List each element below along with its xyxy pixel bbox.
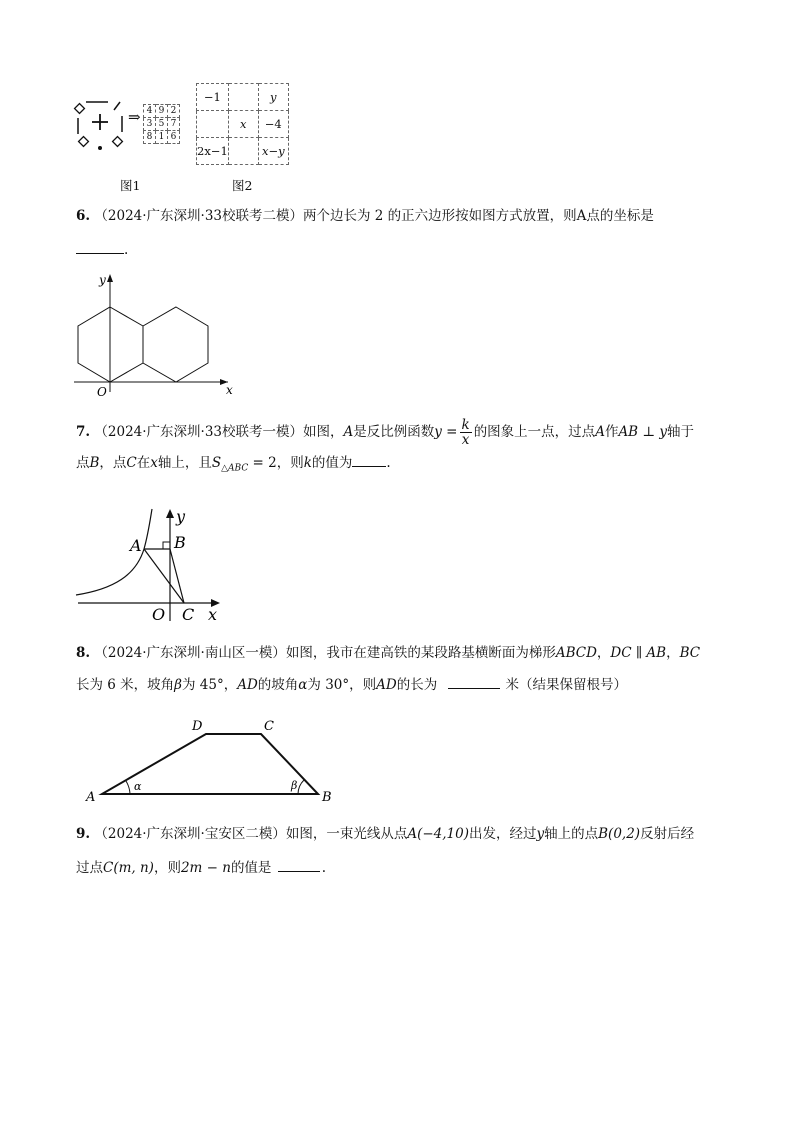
text: ，: [596, 645, 611, 661]
grid1-cell: 3: [144, 118, 156, 131]
point-a: A: [343, 424, 354, 440]
label-a: A: [130, 536, 142, 555]
grid2-cell: [197, 111, 229, 138]
question-source: （2024·广东深圳·33校联考二模）: [94, 208, 304, 224]
label-c: C: [182, 605, 195, 624]
origin-label: O: [97, 385, 107, 399]
answer-blank: [352, 466, 386, 467]
grid1-cell: 6: [168, 131, 180, 144]
var-k: k: [303, 455, 312, 471]
text: ，则: [153, 860, 181, 876]
text: 是反比例函数: [353, 424, 435, 440]
grid1-cell: 7: [168, 118, 180, 131]
text: 长为 6 米，坡角: [76, 677, 175, 693]
grid2-cell: x−y: [258, 138, 288, 165]
label-d: D: [192, 719, 203, 734]
text: ，: [666, 645, 680, 661]
perp-expr: AB ⊥ y: [618, 424, 668, 440]
angle-alpha: α: [298, 677, 308, 693]
trapezoid-name: ABCD: [555, 645, 597, 661]
grid1-cell: 8: [144, 131, 156, 144]
answer-blank: [278, 871, 320, 872]
grid2-cell: [228, 138, 258, 165]
q6-hexagon-figure: [70, 270, 240, 400]
answer-blank: [448, 688, 500, 689]
label-b: B: [322, 790, 332, 805]
question-number: 6.: [76, 208, 91, 224]
label-alpha: α: [134, 780, 142, 793]
area-value: = 2: [248, 455, 277, 471]
text: 点: [76, 455, 90, 471]
text: 轴上的点: [544, 826, 599, 842]
grid2-cell: y: [258, 84, 288, 111]
text: 为 30°，则: [307, 677, 377, 693]
text: 的值为: [311, 455, 353, 471]
figure1-magic-square-icon: [72, 96, 132, 154]
grid2-cell: −1: [197, 84, 229, 111]
text: 轴上，且: [157, 455, 212, 471]
question-9: [76, 824, 726, 878]
question-end: .: [321, 860, 327, 876]
q8-trapezoid-figure: [80, 712, 340, 807]
question-source: （2024·广东深圳·南山区一模）: [94, 645, 286, 661]
label-b: B: [174, 533, 186, 552]
grid2-cell: x: [228, 111, 258, 138]
grid1-cell: 1: [156, 131, 168, 144]
point-b: B(0,2): [598, 826, 641, 842]
text: 在: [136, 455, 151, 471]
text: 米（结果保留根号）: [505, 677, 628, 693]
question-number: 7.: [76, 424, 91, 440]
q7-hyperbola-figure: [74, 505, 234, 625]
y-axis-label: y: [99, 273, 106, 287]
question-end: .: [124, 242, 129, 258]
question-7: [76, 418, 726, 479]
grid1-cell: 2: [168, 105, 180, 118]
grid2-cell: [228, 84, 258, 111]
area-subscript: △ABC: [221, 463, 249, 474]
question-number: 8.: [76, 645, 91, 661]
text: ，点: [99, 455, 127, 471]
point-a: A(−4,10): [407, 826, 469, 842]
grid2-cell: −4: [258, 111, 288, 138]
text: 过点: [76, 860, 103, 876]
text: 出发，经过: [469, 826, 537, 842]
text: 反射后经: [640, 826, 695, 842]
text: 轴于: [667, 424, 695, 440]
figure1-arrow: ⇒: [128, 108, 141, 126]
text: 的值是: [230, 860, 272, 876]
text: 如图，我市在建高铁的某段路基横断面为梯形: [285, 645, 556, 661]
grid2-cell: 2x−1: [197, 138, 229, 165]
label-beta: β: [291, 779, 298, 792]
denominator: x: [461, 432, 470, 448]
segment-ad: AD: [237, 677, 258, 693]
grid1-cell: 9: [156, 105, 168, 118]
answer-blank: [76, 253, 124, 254]
text: ，则: [276, 455, 304, 471]
text: 的长为: [396, 677, 438, 693]
figure1-caption: 图1: [120, 178, 141, 193]
expression: 2m − n: [180, 860, 231, 876]
segment-bc: BC: [679, 645, 701, 661]
angle-beta: β: [174, 677, 182, 693]
text: 如图，一束光线从点: [285, 826, 408, 842]
question-end: .: [386, 455, 391, 471]
point-c: C(m, n): [103, 860, 154, 876]
figure1-grid: [143, 104, 180, 144]
label-x: x: [208, 605, 218, 624]
area-symbol: S: [211, 455, 222, 471]
text: 如图，: [303, 424, 344, 440]
label-c: C: [264, 719, 274, 734]
numerator: k: [461, 417, 470, 433]
question-6: [76, 206, 726, 260]
question-8: [76, 643, 726, 695]
parallel-expr: DC ∥ AB: [610, 645, 667, 661]
var-y: y: [536, 826, 545, 842]
x-axis-label: x: [226, 383, 233, 397]
text: 的坡角: [257, 677, 299, 693]
question-text: 两个边长为 2 的正六边形按如图方式放置，则A点的坐标是: [303, 208, 654, 224]
grid1-cell: 4: [144, 105, 156, 118]
grid1-cell: 5: [156, 118, 168, 131]
fraction: [460, 418, 472, 447]
text: 的图象上一点，过点: [473, 424, 596, 440]
var-x: x: [150, 455, 158, 471]
segment-ad: AD: [376, 677, 397, 693]
label-a: A: [86, 790, 96, 805]
text: 作: [604, 424, 619, 440]
figure2-grid: [196, 83, 289, 165]
text: 为 45°，: [181, 677, 238, 693]
label-y: y: [176, 507, 186, 526]
point-a: A: [595, 424, 605, 440]
question-number: 9.: [76, 826, 91, 842]
equation: y =: [434, 424, 458, 440]
point-b: B: [89, 455, 100, 471]
point-c: C: [126, 455, 137, 471]
figure2-caption: 图2: [232, 178, 253, 193]
question-source: （2024·广东深圳·宝安区二模）: [94, 826, 286, 842]
label-o: O: [152, 605, 166, 624]
question-source: （2024·广东深圳·33校联考一模）: [94, 424, 304, 440]
